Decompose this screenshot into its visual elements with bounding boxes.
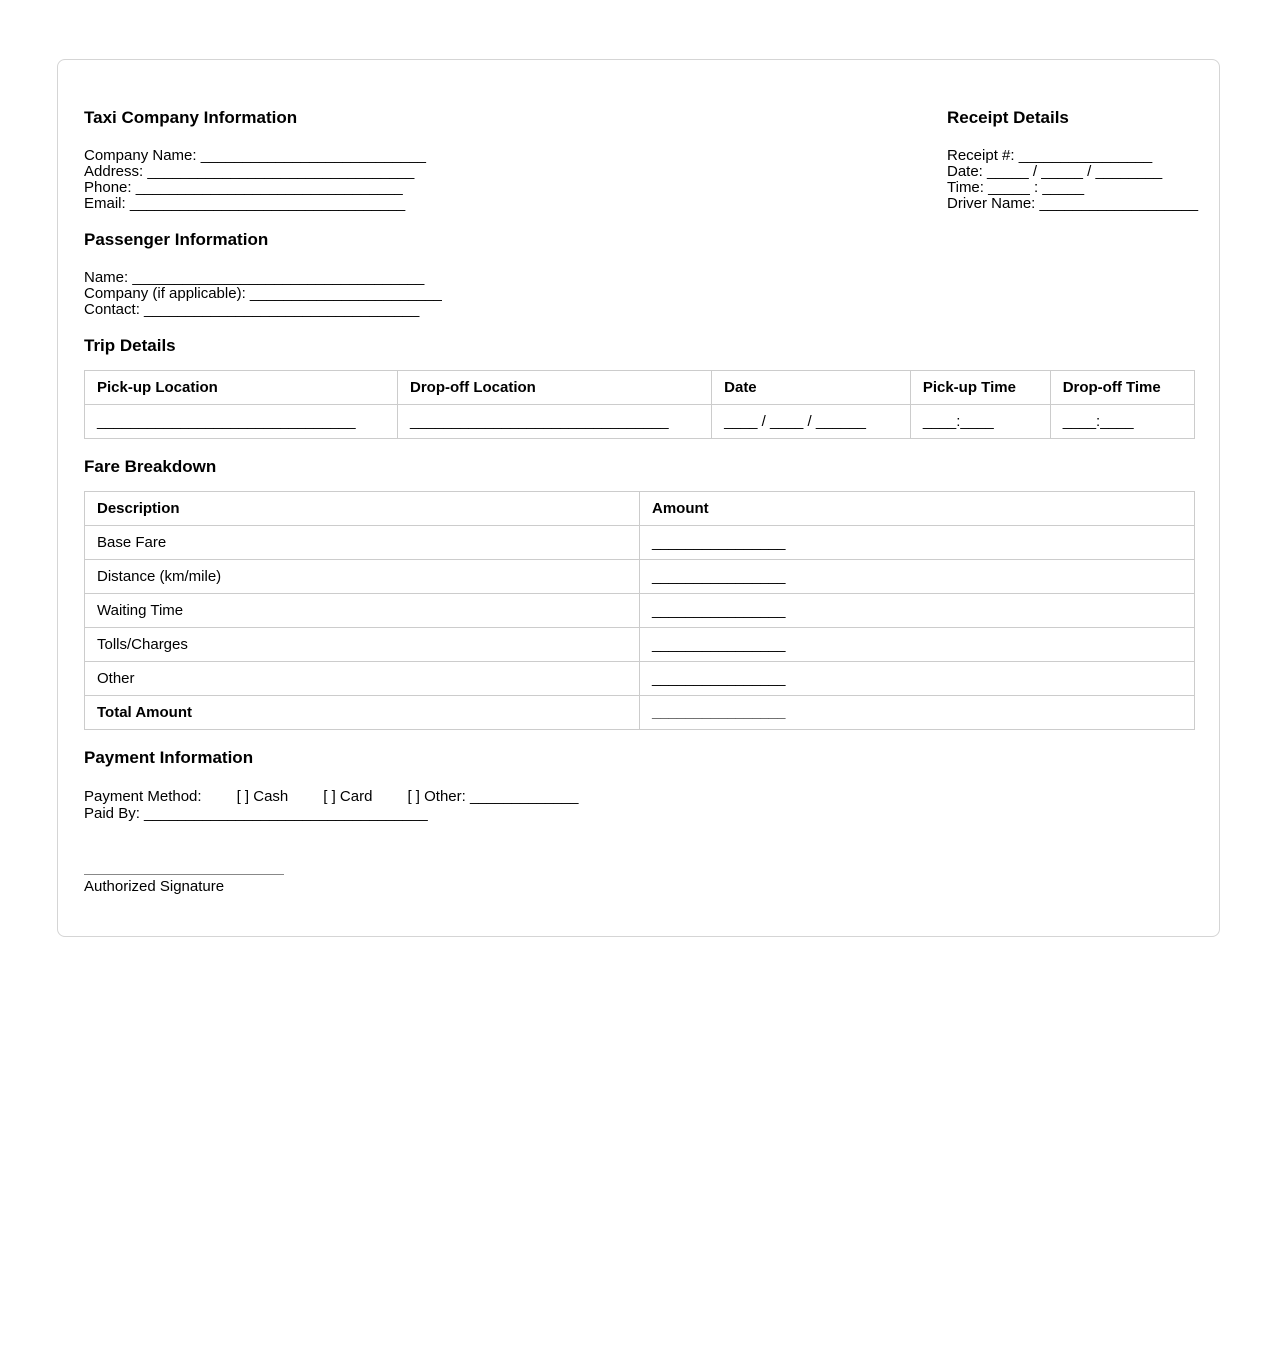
receipt-fields xyxy=(947,147,1199,212)
header-columns xyxy=(84,108,1199,212)
passenger-name-label: Name: xyxy=(84,269,129,286)
address-blank: ________________________________ xyxy=(147,163,415,180)
phone-label: Phone: xyxy=(84,179,132,196)
fare-description: Waiting Time xyxy=(85,594,640,628)
page-background xyxy=(0,59,1278,1359)
fare-section-title: Fare Breakdown xyxy=(84,457,217,476)
company-info-section xyxy=(84,108,426,212)
receipt-time-blank: _____ : _____ xyxy=(988,179,1085,196)
receipt-date-label: Date: xyxy=(947,163,983,180)
company-name-label: Company Name: xyxy=(84,147,197,164)
passenger-contact-label: Contact: xyxy=(84,301,140,318)
passenger-name-blank: ___________________________________ xyxy=(132,269,425,286)
fare-description: Distance (km/mile) xyxy=(85,560,640,594)
address-field xyxy=(84,164,426,180)
trip-date-blank: ____ / ____ / ______ xyxy=(712,405,911,439)
payment-method-label: Payment Method: xyxy=(84,788,202,805)
receipt-details-section xyxy=(947,108,1199,212)
trip-table-data-row xyxy=(85,405,1195,439)
receipt-date-field xyxy=(947,164,1195,180)
paid-by-line xyxy=(84,805,1195,822)
payment-section-title: Payment Information xyxy=(84,748,254,767)
trip-table-header-row xyxy=(85,371,1195,405)
payment-option-card-checkbox: [ ] Card xyxy=(323,788,373,805)
passenger-fields xyxy=(84,270,1195,318)
receipt-time-field xyxy=(947,180,1195,196)
payment-option-cash-checkbox: [ ] Cash xyxy=(236,788,289,805)
fare-amount-blank: ________________ xyxy=(640,628,1195,662)
fare-description: Other xyxy=(85,662,640,696)
fare-description: Base Fare xyxy=(85,526,640,560)
fare-amount-blank: ________________ xyxy=(640,594,1195,628)
fare-col-description: Description xyxy=(85,492,640,526)
fare-amount-blank: ________________ xyxy=(640,526,1195,560)
company-section-title: Taxi Company Information xyxy=(84,108,298,127)
trip-section-title: Trip Details xyxy=(84,336,176,355)
payment-other-blank: _____________ xyxy=(469,788,579,805)
payment-option-other-checkbox: [ ] Other: xyxy=(407,788,466,805)
paid-by-blank: __________________________________ xyxy=(144,805,428,822)
trip-pickup-time-blank: ____:____ xyxy=(910,405,1050,439)
fare-breakdown-table xyxy=(84,491,1195,730)
receipt-number-field xyxy=(947,148,1195,164)
trip-dropoff-time-blank: ____:____ xyxy=(1050,405,1194,439)
email-field xyxy=(84,196,426,212)
fare-col-amount: Amount xyxy=(640,492,1195,526)
trip-col-date: Date xyxy=(712,371,911,405)
fare-row-other xyxy=(85,662,1195,696)
fare-table-header-row xyxy=(85,492,1195,526)
company-fields xyxy=(84,148,426,212)
fare-amount-blank: ________________ xyxy=(640,560,1195,594)
fare-amount-blank: ________________ xyxy=(640,662,1195,696)
signature-block xyxy=(84,874,284,895)
passenger-company-field xyxy=(84,286,1195,302)
receipt-number-blank: ________________ xyxy=(1018,147,1153,164)
fare-row-tolls-charges xyxy=(85,628,1195,662)
trip-dropoff-location-blank: _______________________________ xyxy=(398,405,712,439)
fare-total-blank: ________________ xyxy=(640,696,1195,730)
passenger-company-label: Company (if applicable): xyxy=(84,285,246,302)
receipt-number-label: Receipt #: xyxy=(947,147,1015,164)
phone-field xyxy=(84,180,426,196)
passenger-contact-blank: _________________________________ xyxy=(144,301,420,318)
payment-method-line xyxy=(84,788,1195,805)
address-label: Address: xyxy=(84,163,144,180)
fare-row-distance xyxy=(85,560,1195,594)
company-name-field xyxy=(84,148,426,164)
trip-col-pickup-time: Pick-up Time xyxy=(910,371,1050,405)
receipt-section-title: Receipt Details xyxy=(947,108,1069,127)
passenger-section-title: Passenger Information xyxy=(84,230,269,249)
fare-row-total-amount xyxy=(85,696,1195,730)
payment-fields xyxy=(84,788,1195,822)
fare-total-label: Total Amount xyxy=(85,696,640,730)
trip-col-dropoff-time: Drop-off Time xyxy=(1050,371,1194,405)
phone-blank: ________________________________ xyxy=(135,179,403,196)
passenger-contact-field xyxy=(84,302,1195,318)
fare-row-waiting-time xyxy=(85,594,1195,628)
email-label: Email: xyxy=(84,195,126,212)
driver-name-blank: ___________________ xyxy=(1039,195,1199,212)
authorized-signature-label: Authorized Signature xyxy=(84,878,225,895)
passenger-name-field xyxy=(84,270,1195,286)
receipt-time-label: Time: xyxy=(947,179,984,196)
fare-row-base-fare xyxy=(85,526,1195,560)
trip-col-pickup-location: Pick-up Location xyxy=(85,371,398,405)
paid-by-label: Paid By: xyxy=(84,805,140,822)
trip-pickup-location-blank: _______________________________ xyxy=(85,405,398,439)
fare-description: Tolls/Charges xyxy=(85,628,640,662)
driver-name-field xyxy=(947,195,1199,212)
trip-col-dropoff-location: Drop-off Location xyxy=(398,371,712,405)
trip-details-table xyxy=(84,370,1195,439)
email-blank: _________________________________ xyxy=(129,195,406,212)
receipt-date-blank: _____ / _____ / ________ xyxy=(987,163,1163,180)
company-name-blank: ___________________________ xyxy=(200,147,426,164)
passenger-company-blank: _______________________ xyxy=(249,285,442,302)
driver-name-label: Driver Name: xyxy=(947,195,1036,212)
taxi-receipt-form xyxy=(57,59,1220,937)
